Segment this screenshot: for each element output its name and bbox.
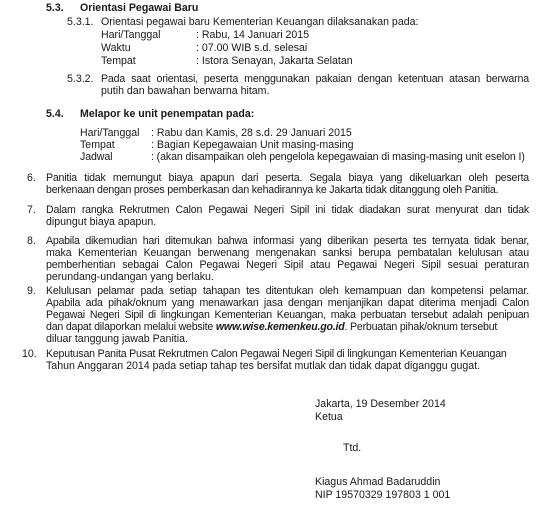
item-9-number: 9. [27,285,36,297]
text-line: diluar tanggung jawab Panitia. [46,333,188,345]
text-line: Keputusan Panita Pusat Rekrutmen Calon Pegawai Negeri Sipil di lingkungan Kementerian Keuangan [46,348,507,360]
row-value: : Istora Senayan, Jakarta Selatan [196,55,353,67]
text-line: Apabila ada pihak/oknum yang menawarkan jasa dengan menjanjikan dapat diterima menjadi Calon [46,297,529,309]
item-10-number: 10. [22,348,37,360]
text-segment: . Perbuatan pihak/oknum tersebut [344,321,498,333]
orientation-row-place [101,55,353,67]
report-row-schedule [80,151,525,163]
text-line: Tahun Anggaran 2014 pada setiap tahap tes bersifat mutlak dan tidak dapat diganggu gugat. [46,360,481,372]
item-8-number: 8. [27,235,36,247]
item-6-number: 6. [27,172,36,184]
text-line: Kelulusan pelamar pada setiap tahapan tes ditentukan oleh kemampuan dan kompetensi pelamar. [46,285,529,297]
website-link[interactable]: www.wise.kemenkeu.go.id [215,321,345,333]
row-label: Tempat [101,55,136,67]
row-value: : Bagian Kepegawaian Unit masing-masing [151,139,354,151]
text-line: Apabila dikemudian hari ditemukan bahwa informasi yang diberikan peserta tes ternyata tidak benar, [46,235,529,247]
signatory-name: Kiagus Ahmad Badaruddin [315,476,441,488]
report-row-date [80,127,352,139]
orientation-row-time [101,42,307,54]
row-label: Waktu [101,42,131,54]
row-label: Hari/Tanggal [80,127,140,139]
text-line: pemberhentian sebagai Calon Pegawai Negeri Sipil atau Pegawai Negeri Sipil sesuai peraturan [46,259,529,271]
item-6-text [46,172,529,196]
text-line: Pegawai Negeri Sipil di lingkungan Kementerian Keuangan, maka perbuatan tersebut adalah penipuan [46,309,529,321]
report-row-place [80,139,354,151]
row-label: Hari/Tanggal [101,29,161,41]
row-value: : 07.00 WIB s.d. selesai [196,42,308,54]
text-line: dipungut biaya apapun. [46,216,157,228]
section-5-3-2-text [101,73,529,97]
text-line: Pada saat orientasi, peserta menggunakan pakaian dengan ketentuan atasan berwarna [101,73,529,85]
text-line-with-link [46,321,529,333]
signatory-nip: NIP 19570329 197803 1 001 [315,489,451,501]
section-5-4-number: 5.4. [46,108,64,120]
text-line: Panitia tidak memungut biaya apapun dari peserta. Segala biaya yang dikeluarkan oleh peserta [46,172,529,184]
row-label: Jadwal [80,151,113,163]
text-line: putih dan bawahan berwarna hitam. [101,85,270,97]
text-line: perundang-undangan yang berlaku. [46,271,214,283]
row-label: Tempat [80,139,115,151]
text-segment: dan dapat dilaporkan melalui website [46,321,216,333]
signature-role: Ketua [315,411,343,423]
text-line: Dalam rangka Rekrutmen Calon Pegawai Negeri Sipil ini tidak diadakan surat menyurat dan tidak [46,204,529,216]
item-9-text [46,285,529,345]
text-line: maka Kementerian Keuangan berwenang mengenakan sanksi berupa pembatalan kelulusan atau [46,247,529,259]
signature-ttd: Ttd. [343,442,362,454]
row-value: : Rabu, 14 Januari 2015 [196,29,310,41]
section-5-3-1-number: 5.3.1. [67,16,94,28]
section-5-3-1-text: Orientasi pegawai baru Kementerian Keuangan dilaksanakan pada: [101,16,419,28]
orientation-row-date [101,29,309,41]
section-5-3-number: 5.3. [46,2,64,14]
row-value: : Rabu dan Kamis, 28 s.d. 29 Januari 2015 [151,127,352,139]
item-7-number: 7. [27,204,36,216]
section-5-3-2-number: 5.3.2. [67,73,94,85]
item-8-text [46,235,529,283]
row-value: : (akan disampaikan oleh pengelola kepegawaian di masing-masing unit eselon I) [151,151,525,163]
section-5-4-title: Melapor ke unit penempatan pada: [80,108,255,120]
section-5-3-title: Orientasi Pegawai Baru [80,2,199,14]
text-line: berkenaan dengan proses pemberkasan dan kehadirannya ke Jakarta tidak ditanggung oleh Panitia. [46,184,499,196]
item-10-text [46,348,529,372]
signature-place-date: Jakarta, 19 Desember 2014 [315,398,446,410]
item-7-text [46,204,529,228]
